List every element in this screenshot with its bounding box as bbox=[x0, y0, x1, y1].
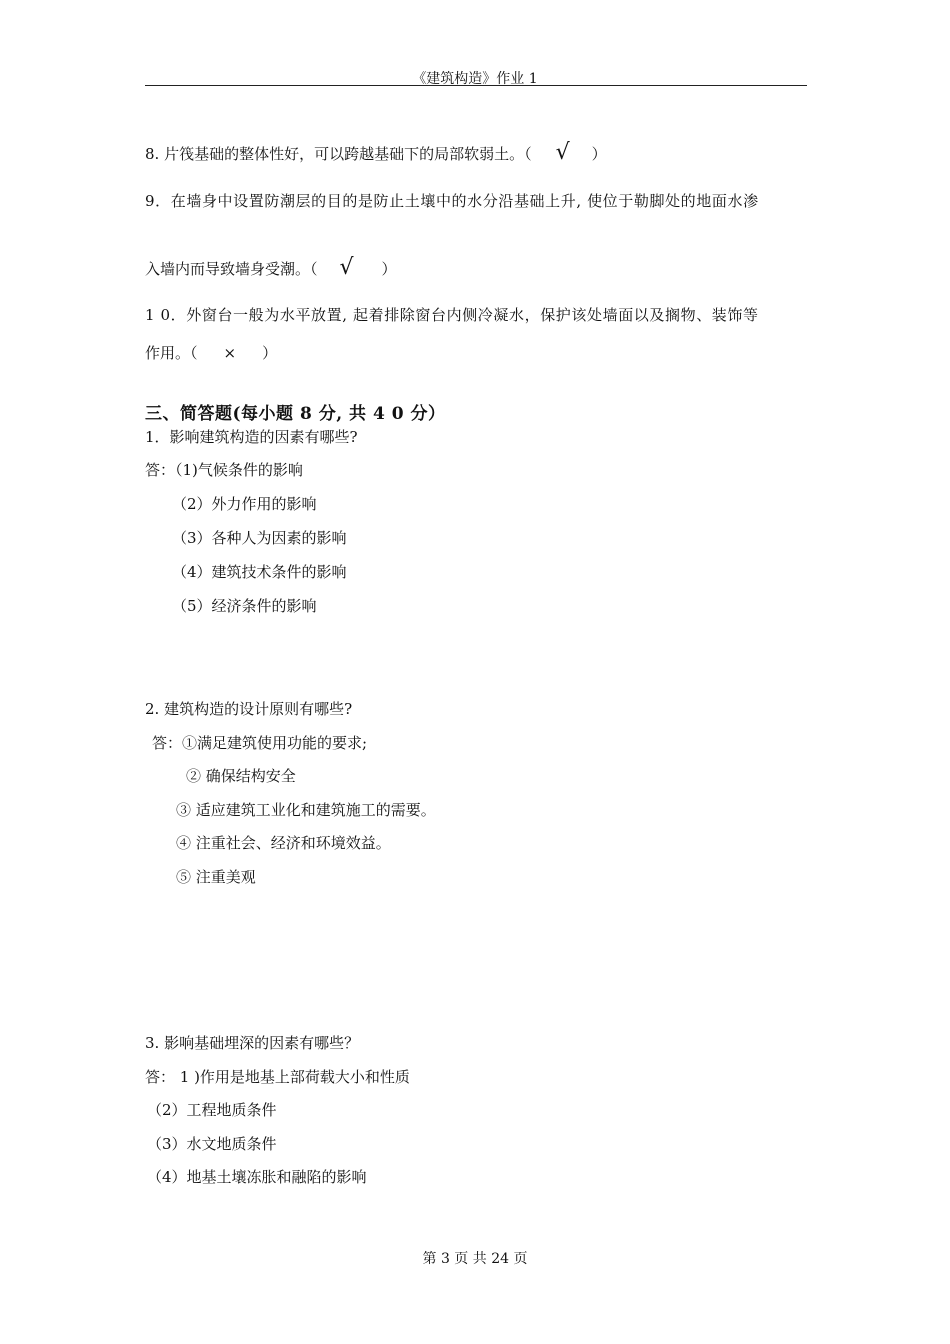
q1-answer-1: 答：（1)气候条件的影响 bbox=[145, 461, 303, 479]
q2-answer-3: ③ 适应建筑工业化和建筑施工的需要。 bbox=[176, 801, 436, 819]
question-10-line1: 1 0．外窗台一般为水平放置, 起着排除窗台内侧冷凝水，保护该处墙面以及搁物、装饰等 bbox=[145, 306, 759, 324]
q2-answer-1: 答：①满足建筑使用功能的要求; bbox=[152, 734, 368, 752]
q3-answer-1: 答： 1 )作用是地基上部荷载大小和性质 bbox=[145, 1068, 410, 1086]
q1-answer-4: （4）建筑技术条件的影响 bbox=[172, 563, 347, 581]
question-9-line1: 9．在墙身中设置防潮层的目的是防止土壤中的水分沿基础上升, 使位于勒脚处的地面水渗 bbox=[145, 192, 759, 210]
question-8-mark: √ bbox=[555, 140, 570, 165]
q3-answer-3: （3）水文地质条件 bbox=[147, 1135, 277, 1153]
q2-answer-4: ④ 注重社会、经济和环境效益。 bbox=[176, 834, 391, 852]
page-header-title: 《建筑构造》作业 1 bbox=[412, 71, 538, 87]
short-question-1: 1．影响建筑构造的因素有哪些? bbox=[145, 428, 358, 446]
short-question-2: 2. 建筑构造的设计原则有哪些? bbox=[145, 700, 353, 718]
question-8 bbox=[145, 140, 607, 165]
question-9-line2 bbox=[145, 255, 397, 280]
question-8-close: ） bbox=[591, 145, 607, 163]
q2-answer-5: ⑤ 注重美观 bbox=[176, 868, 256, 886]
q1-answer-3: （3）各种人为因素的影响 bbox=[172, 529, 347, 547]
q1-answer-5: （5）经济条件的影响 bbox=[172, 597, 317, 615]
q2-answer-2: ② 确保结构安全 bbox=[186, 767, 296, 785]
page-footer: 第 3 页 共 24 页 bbox=[422, 1251, 528, 1267]
question-8-text: 8. 片筏基础的整体性好，可以跨越基础下的局部软弱土。（ bbox=[145, 145, 532, 163]
question-10-text: 作用。（ bbox=[145, 344, 198, 362]
question-9-close: ） bbox=[381, 260, 397, 278]
question-10-close: ） bbox=[262, 344, 278, 362]
q1-answer-2: （2）外力作用的影响 bbox=[172, 495, 317, 513]
q3-answer-2: （2）工程地质条件 bbox=[147, 1101, 277, 1119]
header-rule bbox=[145, 85, 807, 86]
short-question-3: 3. 影响基础埋深的因素有哪些？ bbox=[145, 1034, 360, 1052]
question-10-line2 bbox=[145, 342, 277, 363]
section-3-heading: 三、简答题(每小题 8 分, 共 4 0 分） bbox=[145, 404, 446, 424]
q3-answer-4: （4）地基土壤冻胀和融陷的影响 bbox=[147, 1168, 367, 1186]
question-10-mark: × bbox=[223, 344, 237, 362]
question-9-mark: √ bbox=[339, 255, 354, 280]
question-9-text: 入墙内而导致墙身受潮。（ bbox=[145, 260, 318, 278]
